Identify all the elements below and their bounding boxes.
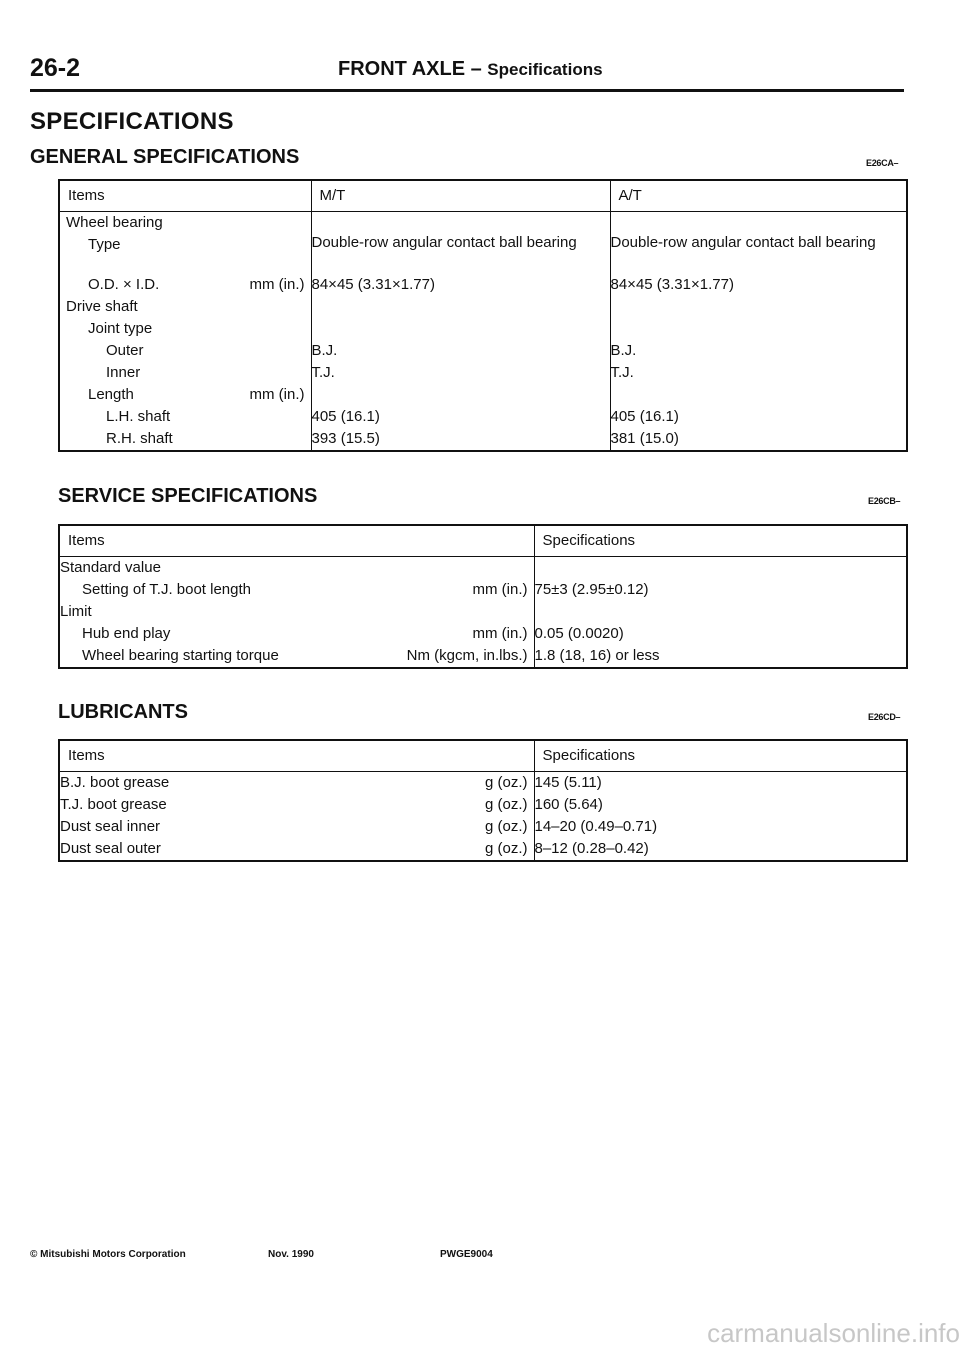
- list-item: Dust seal outer g (oz.): [60, 838, 534, 860]
- list-item: Length mm (in.): [66, 384, 311, 406]
- table-cell: 405 (16.1): [610, 408, 679, 425]
- table-cell: Double-row angular contact ball bearing: [311, 234, 577, 251]
- footer-copyright: © Mitsubishi Motors Corporation: [30, 1249, 186, 1260]
- unit-label: g (oz.): [484, 796, 528, 813]
- header-rule: [30, 89, 904, 92]
- table-cell: 8–12 (0.28–0.42): [534, 840, 649, 857]
- header-title: [338, 58, 603, 81]
- table-body: [59, 212, 907, 452]
- table-cell: B.J.: [311, 342, 338, 359]
- header-separator: –: [470, 58, 482, 80]
- general-specs-title: GENERAL SPECIFICATIONS: [30, 146, 300, 168]
- col-header-specifications: Specifications: [534, 525, 907, 557]
- footer-date: Nov. 1990: [268, 1249, 314, 1260]
- list-item: Hub end play mm (in.): [60, 623, 534, 645]
- list-item: T.J. boot grease g (oz.): [60, 794, 534, 816]
- list-item: Inner: [106, 364, 141, 381]
- table-header-row: [59, 180, 907, 212]
- unit-label: mm (in.): [472, 625, 528, 642]
- unit-label: g (oz.): [484, 774, 528, 791]
- table-cell: 1.8 (18, 16) or less: [534, 647, 660, 664]
- list-item: Drive shaft: [66, 298, 138, 315]
- lubricants-title: LUBRICANTS: [58, 701, 188, 723]
- table-cell: 393 (15.5): [311, 430, 380, 447]
- lubricants-code: E26CD–: [868, 712, 901, 722]
- table-body: [59, 772, 907, 862]
- list-item: Limit: [60, 603, 92, 620]
- list-item: Type: [88, 236, 121, 253]
- table-header-row: [59, 525, 907, 557]
- list-item: O.D. × I.D. mm (in.): [66, 274, 311, 296]
- table-cell: 75±3 (2.95±0.12): [534, 581, 649, 598]
- col-header-at: A/T: [610, 180, 907, 212]
- watermark: carmanualsonline.info: [707, 1318, 960, 1348]
- list-item: Wheel bearing starting torque Nm (kgcm, in.lbs.): [60, 645, 534, 667]
- table-cell: 84×45 (3.31×1.77): [610, 276, 734, 293]
- items-column: [59, 557, 534, 669]
- table-cell: T.J.: [311, 364, 335, 381]
- table-cell: 14–20 (0.49–0.71): [534, 818, 658, 835]
- unit-label: mm (in.): [249, 386, 305, 403]
- table-cell: 160 (5.64): [534, 796, 603, 813]
- table-cell: Double-row angular contact ball bearing: [610, 234, 876, 251]
- service-specs-code: E26CB–: [868, 496, 901, 506]
- table-header-row: [59, 740, 907, 772]
- unit-label: g (oz.): [484, 818, 528, 835]
- lubricants-table: [58, 739, 908, 862]
- list-item: Wheel bearing: [66, 214, 163, 231]
- table-cell: 84×45 (3.31×1.77): [311, 276, 435, 293]
- table-cell: T.J.: [610, 364, 634, 381]
- unit-label: mm (in.): [472, 581, 528, 598]
- list-item: B.J. boot grease g (oz.): [60, 772, 534, 794]
- items-column: [59, 212, 311, 452]
- at-column: [610, 212, 907, 452]
- list-item: R.H. shaft: [106, 430, 173, 447]
- unit-label: Nm (kgcm, in.lbs.): [406, 647, 528, 664]
- mt-column: [311, 212, 610, 452]
- col-header-specifications: Specifications: [534, 740, 907, 772]
- list-item: Outer: [106, 342, 144, 359]
- list-item: Joint type: [88, 320, 153, 337]
- header-subtitle: Specifications: [487, 60, 603, 79]
- col-header-items: Items: [59, 525, 534, 557]
- col-header-items: Items: [59, 180, 311, 212]
- unit-label: g (oz.): [484, 840, 528, 857]
- specifications-column: [534, 772, 907, 862]
- service-specs-table: [58, 524, 908, 669]
- footer-doc-code: PWGE9004: [440, 1249, 493, 1260]
- list-item: Standard value: [60, 559, 161, 576]
- list-item: L.H. shaft: [106, 408, 171, 425]
- list-item: Dust seal inner g (oz.): [60, 816, 534, 838]
- table-cell: 381 (15.0): [610, 430, 679, 447]
- table-cell: 145 (5.11): [534, 774, 602, 791]
- items-column: [59, 772, 534, 862]
- table-cell: 0.05 (0.0020): [534, 625, 624, 642]
- table-cell: 405 (16.1): [311, 408, 380, 425]
- header-section: FRONT AXLE: [338, 58, 466, 80]
- page-title: SPECIFICATIONS: [30, 108, 234, 135]
- col-header-items: Items: [59, 740, 534, 772]
- page-number: 26-2: [30, 54, 81, 82]
- service-specs-title: SERVICE SPECIFICATIONS: [58, 485, 318, 507]
- table-body: [59, 557, 907, 669]
- specifications-column: [534, 557, 907, 669]
- list-item: Setting of T.J. boot length mm (in.): [60, 579, 534, 601]
- unit-label: mm (in.): [249, 276, 305, 293]
- general-specs-table: [58, 179, 908, 452]
- general-specs-code: E26CA–: [866, 158, 899, 168]
- table-cell: B.J.: [610, 342, 637, 359]
- col-header-mt: M/T: [311, 180, 610, 212]
